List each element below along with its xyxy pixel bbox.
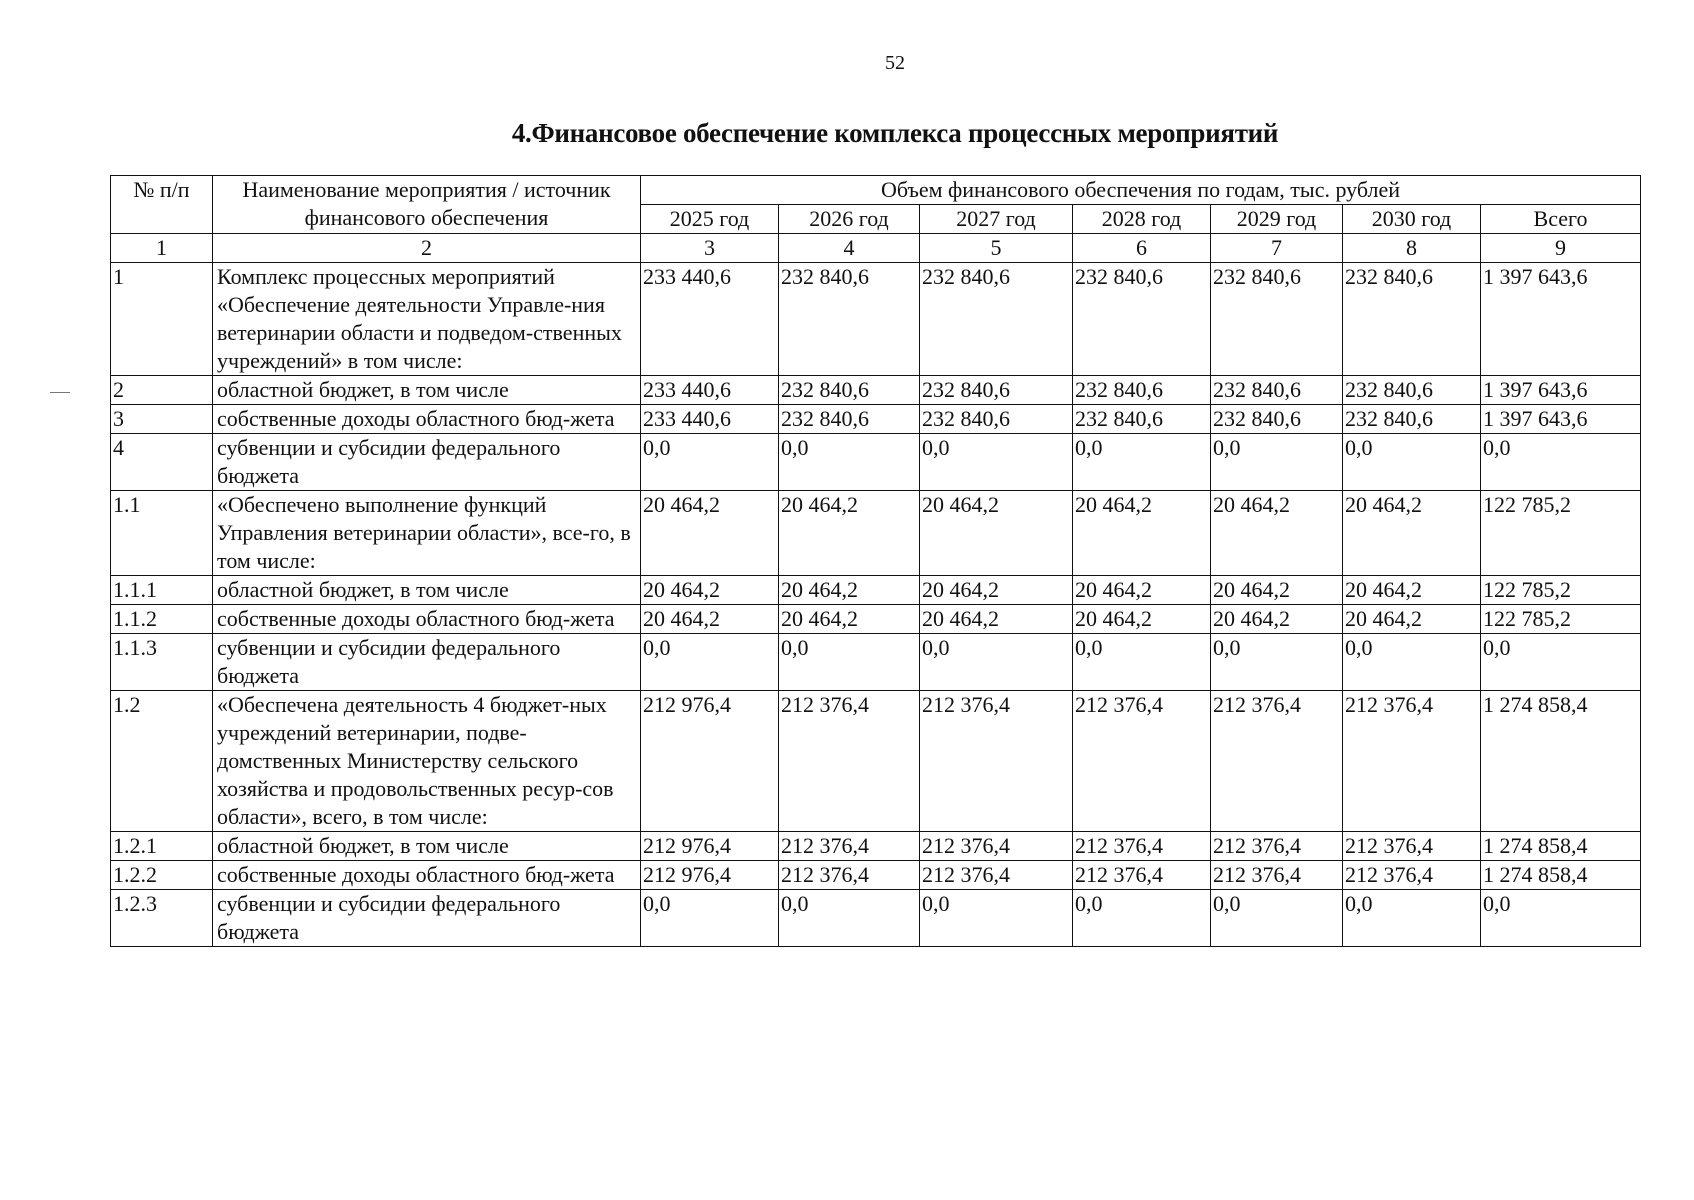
row-year-value: 212 376,4 (1343, 861, 1481, 890)
table-row (111, 861, 1641, 890)
row-total-value: 122 785,2 (1481, 605, 1641, 634)
row-year-value: 20 464,2 (641, 576, 779, 605)
row-year-value: 212 376,4 (920, 691, 1073, 832)
header-year: 2026 год (779, 205, 920, 234)
row-year-value: 212 376,4 (1073, 691, 1211, 832)
row-year-value: 20 464,2 (1343, 576, 1481, 605)
header-total: Всего (1481, 205, 1641, 234)
row-year-value: 232 840,6 (1343, 263, 1481, 376)
row-total-value: 1 397 643,6 (1481, 405, 1641, 434)
row-year-value: 212 376,4 (1073, 861, 1211, 890)
row-year-value: 212 376,4 (1211, 861, 1343, 890)
row-year-value: 20 464,2 (641, 491, 779, 576)
row-year-value: 232 840,6 (920, 376, 1073, 405)
row-year-value: 0,0 (1343, 634, 1481, 691)
row-year-value: 20 464,2 (920, 491, 1073, 576)
row-total-value: 1 274 858,4 (1481, 691, 1641, 832)
row-name: областной бюджет, в том числе (213, 832, 641, 861)
row-year-value: 20 464,2 (779, 576, 920, 605)
row-year-value: 20 464,2 (1211, 491, 1343, 576)
row-name: собственные доходы областного бюд-жета (213, 405, 641, 434)
row-name: «Обеспечено выполнение функций Управления ветеринарии области», все-го, в том числе: (213, 491, 641, 576)
header-volume: Объем финансового обеспечения по годам, тыс. рублей (641, 176, 1641, 205)
row-year-value: 20 464,2 (641, 605, 779, 634)
row-year-value: 232 840,6 (1073, 405, 1211, 434)
table-row (111, 605, 1641, 634)
row-year-value: 212 376,4 (779, 832, 920, 861)
table-row (111, 376, 1641, 405)
row-number: 4 (111, 434, 213, 491)
row-name: областной бюджет, в том числе (213, 376, 641, 405)
row-year-value: 0,0 (1343, 434, 1481, 491)
row-year-value: 0,0 (920, 434, 1073, 491)
column-number: 5 (920, 234, 1073, 263)
row-year-value: 212 376,4 (779, 691, 920, 832)
row-name: собственные доходы областного бюд-жета (213, 861, 641, 890)
row-year-value: 232 840,6 (1211, 405, 1343, 434)
row-year-value: 0,0 (1211, 890, 1343, 947)
header-num: № п/п (111, 176, 213, 234)
row-year-value: 212 376,4 (779, 861, 920, 890)
row-year-value: 233 440,6 (641, 376, 779, 405)
row-year-value: 212 376,4 (1343, 691, 1481, 832)
header-year: 2025 год (641, 205, 779, 234)
row-total-value: 122 785,2 (1481, 576, 1641, 605)
row-year-value: 20 464,2 (920, 605, 1073, 634)
row-year-value: 232 840,6 (779, 376, 920, 405)
row-year-value: 233 440,6 (641, 405, 779, 434)
header-year: 2028 год (1073, 205, 1211, 234)
table-row (111, 576, 1641, 605)
column-number: 3 (641, 234, 779, 263)
margin-mark (50, 392, 70, 393)
row-year-value: 0,0 (641, 434, 779, 491)
row-year-value: 20 464,2 (779, 605, 920, 634)
page-number: 52 (885, 52, 905, 74)
table-row (111, 634, 1641, 691)
header-year: 2027 год (920, 205, 1073, 234)
row-year-value: 20 464,2 (1073, 605, 1211, 634)
row-year-value: 20 464,2 (1073, 576, 1211, 605)
row-total-value: 1 397 643,6 (1481, 263, 1641, 376)
row-year-value: 0,0 (779, 434, 920, 491)
row-year-value: 20 464,2 (1343, 605, 1481, 634)
row-number: 1.2.3 (111, 890, 213, 947)
table-row (111, 691, 1641, 832)
row-year-value: 0,0 (1211, 634, 1343, 691)
column-number: 2 (213, 234, 641, 263)
header-year: 2029 год (1211, 205, 1343, 234)
row-year-value: 0,0 (1343, 890, 1481, 947)
column-number: 1 (111, 234, 213, 263)
row-year-value: 212 976,4 (641, 861, 779, 890)
row-name: субвенции и субсидии федерального бюджета (213, 434, 641, 491)
row-number: 1 (111, 263, 213, 376)
table-row (111, 434, 1641, 491)
row-year-value: 20 464,2 (1073, 491, 1211, 576)
row-total-value: 1 274 858,4 (1481, 832, 1641, 861)
row-total-value: 0,0 (1481, 434, 1641, 491)
row-year-value: 212 976,4 (641, 832, 779, 861)
row-year-value: 0,0 (779, 634, 920, 691)
row-year-value: 232 840,6 (920, 405, 1073, 434)
row-total-value: 122 785,2 (1481, 491, 1641, 576)
row-number: 1.2.2 (111, 861, 213, 890)
column-number-row (111, 234, 1641, 263)
row-year-value: 0,0 (920, 890, 1073, 947)
row-year-value: 232 840,6 (1343, 376, 1481, 405)
row-year-value: 212 376,4 (1211, 832, 1343, 861)
row-year-value: 212 376,4 (920, 832, 1073, 861)
row-name: «Обеспечена деятельность 4 бюджет-ных учреждений ветеринарии, подве-домственных Министерству сельского хозяйства и продовольственных ресур-сов области», всего, в том числе: (213, 691, 641, 832)
row-year-value: 232 840,6 (779, 405, 920, 434)
header-year: 2030 год (1343, 205, 1481, 234)
row-year-value: 212 376,4 (1343, 832, 1481, 861)
row-year-value: 0,0 (641, 890, 779, 947)
row-year-value: 232 840,6 (1073, 263, 1211, 376)
row-year-value: 232 840,6 (920, 263, 1073, 376)
row-year-value: 212 376,4 (920, 861, 1073, 890)
row-number: 1.1.1 (111, 576, 213, 605)
row-name: областной бюджет, в том числе (213, 576, 641, 605)
row-year-value: 233 440,6 (641, 263, 779, 376)
row-year-value: 232 840,6 (1211, 263, 1343, 376)
table-row (111, 263, 1641, 376)
row-year-value: 0,0 (779, 890, 920, 947)
row-year-value: 212 976,4 (641, 691, 779, 832)
header-row-1 (111, 176, 1641, 205)
row-number: 2 (111, 376, 213, 405)
table-row (111, 491, 1641, 576)
row-year-value: 232 840,6 (1073, 376, 1211, 405)
row-year-value: 0,0 (1211, 434, 1343, 491)
column-number: 8 (1343, 234, 1481, 263)
row-year-value: 0,0 (1073, 434, 1211, 491)
row-year-value: 20 464,2 (1211, 576, 1343, 605)
row-number: 3 (111, 405, 213, 434)
row-year-value: 0,0 (1073, 634, 1211, 691)
row-number: 1.1.3 (111, 634, 213, 691)
row-total-value: 1 397 643,6 (1481, 376, 1641, 405)
document-title: 4.Финансовое обеспечение комплекса процессных мероприятий (511, 118, 1279, 148)
column-number: 6 (1073, 234, 1211, 263)
row-total-value: 0,0 (1481, 634, 1641, 691)
row-number: 1.2 (111, 691, 213, 832)
row-number: 1.1 (111, 491, 213, 576)
row-name: субвенции и субсидии федерального бюджета (213, 890, 641, 947)
row-name: собственные доходы областного бюд-жета (213, 605, 641, 634)
financing-table (110, 175, 1641, 947)
row-year-value: 0,0 (1073, 890, 1211, 947)
table-row (111, 832, 1641, 861)
header-name: Наименование мероприятия / источник финансового обеспечения (213, 176, 641, 234)
row-year-value: 20 464,2 (1211, 605, 1343, 634)
table-row (111, 890, 1641, 947)
row-year-value: 212 376,4 (1073, 832, 1211, 861)
row-year-value: 232 840,6 (1343, 405, 1481, 434)
column-number: 4 (779, 234, 920, 263)
row-number: 1.2.1 (111, 832, 213, 861)
row-total-value: 1 274 858,4 (1481, 861, 1641, 890)
row-year-value: 20 464,2 (779, 491, 920, 576)
row-number: 1.1.2 (111, 605, 213, 634)
row-name: Комплекс процессных мероприятий «Обеспечение деятельности Управле-ния ветеринарии области и подведом-ственных учреждений» в том числе: (213, 263, 641, 376)
row-name: субвенции и субсидии федерального бюджета (213, 634, 641, 691)
row-year-value: 232 840,6 (1211, 376, 1343, 405)
row-year-value: 232 840,6 (779, 263, 920, 376)
row-year-value: 0,0 (641, 634, 779, 691)
row-year-value: 0,0 (920, 634, 1073, 691)
table-row (111, 405, 1641, 434)
row-year-value: 20 464,2 (920, 576, 1073, 605)
row-year-value: 212 376,4 (1211, 691, 1343, 832)
column-number: 7 (1211, 234, 1343, 263)
row-total-value: 0,0 (1481, 890, 1641, 947)
row-year-value: 20 464,2 (1343, 491, 1481, 576)
column-number: 9 (1481, 234, 1641, 263)
